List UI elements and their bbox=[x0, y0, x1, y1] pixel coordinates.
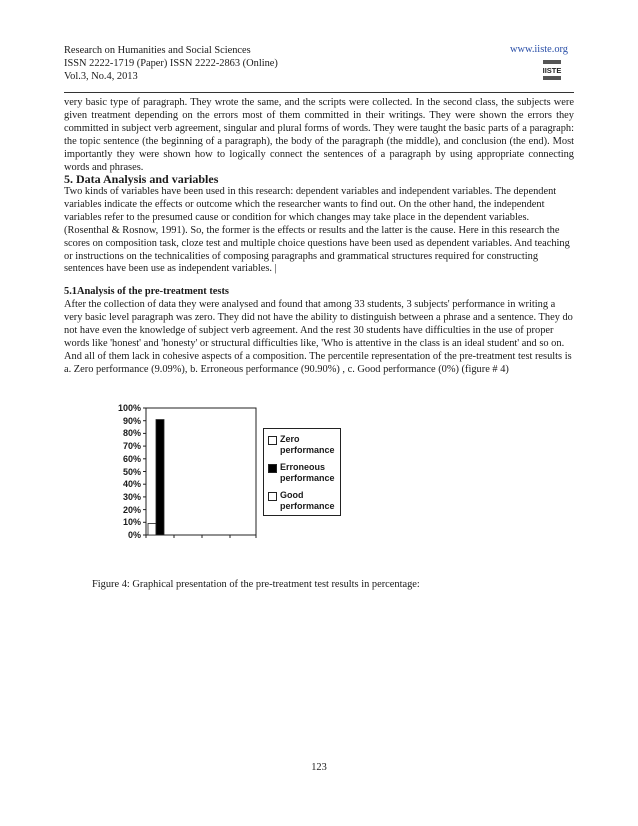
legend-swatch-erroneous bbox=[268, 464, 277, 473]
journal-url-link[interactable]: www.iiste.org bbox=[509, 44, 568, 55]
y-tick-label: 80% bbox=[122, 428, 141, 439]
header-divider bbox=[64, 92, 574, 93]
journal-issn: ISSN 2222-1719 (Paper) ISSN 2222-2863 (Online) bbox=[64, 58, 278, 69]
pre-treatment-chart bbox=[106, 398, 406, 544]
y-tick-label: 0% bbox=[127, 530, 141, 540]
y-tick-label: 90% bbox=[122, 415, 141, 426]
section-5-paragraph: Two kinds of variables have been used in this research: dependent variables and independent variables. The dependent variables indicate the effects or outcome which the researcher wants to find out. On the other hand, the independent variables refer to the presumed cause or condition for which changes may take place in the dependent variables. (Rosenthal & Rosnow, 1991). So, the former is the effects or results and the latter is the cause. Here in this research the scores on composition task, cloze test and multiple choice questions have been used as dependent variables. And teaching or instructions on the technicalities of composing paragraphs and grammatical structures required for constructing sentences have been use as independent variables. | bbox=[64, 186, 570, 275]
legend-label-zero: Zero performance bbox=[280, 434, 335, 455]
chart-legend bbox=[263, 428, 341, 516]
legend-swatch-good bbox=[268, 492, 277, 501]
y-tick-label: 30% bbox=[122, 491, 141, 502]
y-tick-label: 20% bbox=[122, 504, 141, 515]
legend-label-erroneous: Erroneous performance bbox=[280, 462, 335, 483]
intro-paragraph: very basic type of paragraph. They wrote the same, and the scripts were collected. In the second class, the subjects were given treatment depending on the errors most of them committed in their writings. They were shown the errors they committed in subject verb agreement, singular and plural forms of words. They were taught the basic parts of a paragraph: the topic sentence (the beginning of a paragraph), the body of the paragraph (the middle), and conclusion (the end). Most importantly they were shown how to logically connect the sentences of a paragraph by using appropriate connecting words and phrases. bbox=[64, 97, 574, 173]
legend-label-good: Good performance bbox=[280, 490, 335, 511]
y-tick-label: 100% bbox=[117, 403, 141, 413]
logo-text: IISTE bbox=[542, 66, 562, 75]
section-5-1-paragraph: After the collection of data they were analysed and found that among 33 students, 3 subjects' performance in writing a very basic level paragraph was zero. They did not have the ability to distinguish between a phrase and a sentence. They do not have even the knowledge of subject verb agreement. And the rest 30 students have difficulties in the use of proper words like 'honest' and 'honesty' or structural difficulties like, 'Who is attentive in the class is an ideal student' and so on. And all of them lack in cohesive aspects of a composition. The percentile representation of the pre-treatment test results is a. Zero performance (9.09%), b. Erroneous performance (90.90%) , c. Good performance (0%) (figure # 4) bbox=[64, 299, 573, 375]
page-number: 123 bbox=[311, 762, 327, 773]
iiste-logo bbox=[542, 59, 562, 81]
y-tick-label: 10% bbox=[122, 517, 141, 528]
legend-swatch-zero bbox=[268, 436, 277, 445]
bar-zero-performance bbox=[148, 523, 156, 535]
bar-erroneous-performance bbox=[156, 420, 164, 535]
figure-caption: Figure 4: Graphical presentation of the pre-treatment test results in percentage: bbox=[92, 579, 420, 590]
journal-volume: Vol.3, No.4, 2013 bbox=[64, 71, 138, 82]
section-5-1-heading: 5.1Analysis of the pre-treatment tests bbox=[64, 286, 229, 297]
section-5-heading: 5. Data Analysis and variables bbox=[64, 172, 219, 186]
y-tick-label: 50% bbox=[122, 466, 141, 477]
y-tick-label: 60% bbox=[122, 453, 141, 464]
chart-plot bbox=[106, 398, 406, 544]
y-tick-label: 70% bbox=[122, 441, 141, 452]
y-tick-label: 40% bbox=[122, 479, 141, 490]
journal-title: Research on Humanities and Social Sciences bbox=[64, 45, 251, 56]
